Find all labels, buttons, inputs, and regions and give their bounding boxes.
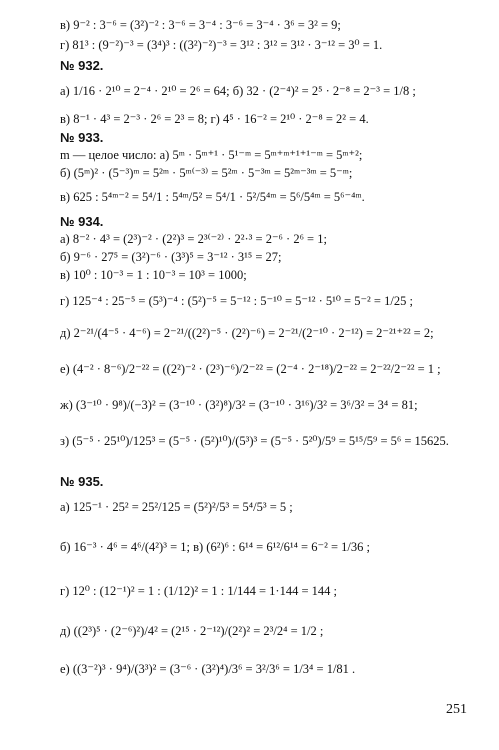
heading-932: № 932. xyxy=(60,58,104,73)
heading-933: № 933. xyxy=(60,130,104,145)
line-934-b: б) 9⁻⁶ · 27⁵ = (3²)⁻⁶ · (3³)⁵ = 3⁻¹² · 3¹⁵ = 27; xyxy=(60,250,282,264)
line-934-v: в) 10⁰ : 10⁻³ = 1 : 10⁻³ = 10³ = 1000; xyxy=(60,268,247,282)
heading-935: № 935. xyxy=(60,474,104,489)
line-935-d: д) ((2³)⁵ · (2⁻⁶)²)/4² = (2¹⁵ · 2⁻¹²)/(2²)² = 2³/2⁴ = 1/2 ; xyxy=(60,624,324,638)
line-g-931: г) 81³ : (9⁻²)⁻³ = (3⁴)³ : ((3²)⁻²)⁻³ = 3¹² : 3¹² = 3¹² · 3⁻¹² = 3⁰ = 1. xyxy=(60,38,383,52)
line-932-ab: а) 1/16 · 2¹⁰ = 2⁻⁴ · 2¹⁰ = 2⁶ = 64; б) 32 · (2⁻⁴)² = 2⁵ · 2⁻⁸ = 2⁻³ = 1/8 ; xyxy=(60,84,416,98)
line-934-d: д) 2⁻²¹/(4⁻⁵ · 4⁻⁶) = 2⁻²¹/((2²)⁻⁵ · (2²)⁻⁶) = 2⁻²¹/(2⁻¹⁰ · 2⁻¹²) = 2⁻²¹⁺²² = 2; xyxy=(60,326,434,340)
line-v-931: в) 9⁻² : 3⁻⁶ = (3²)⁻² : 3⁻⁶ = 3⁻⁴ : 3⁻⁶ = 3⁻⁴ · 3⁶ = 3² = 9; xyxy=(60,18,341,32)
line-934-e: е) (4⁻² · 8⁻⁶)/2⁻²² = ((2²)⁻² · (2³)⁻⁶)/2⁻²² = (2⁻⁴ · 2⁻¹⁸)/2⁻²² = 2⁻²²/2⁻²² = 1 ; xyxy=(60,362,441,376)
heading-934: № 934. xyxy=(60,214,104,229)
line-932-vg: в) 8⁻¹ · 4³ = 2⁻³ · 2⁶ = 2³ = 8; г) 4⁵ · 16⁻² = 2¹⁰ · 2⁻⁸ = 2² = 4. xyxy=(60,112,369,126)
line-933-b: б) (5ᵐ)² · (5⁻³)ᵐ = 5²ᵐ · 5ᵐ⁽⁻³⁾ = 5²ᵐ · 5⁻³ᵐ = 5²ᵐ⁻³ᵐ = 5⁻ᵐ; xyxy=(60,166,353,180)
line-934-g: г) 125⁻⁴ : 25⁻⁵ = (5³)⁻⁴ : (5²)⁻⁵ = 5⁻¹² : 5⁻¹⁰ = 5⁻¹² · 5¹⁰ = 5⁻² = 1/25 ; xyxy=(60,294,413,308)
page-number: 251 xyxy=(446,702,467,717)
line-935-e: е) ((3⁻²)³ · 9⁴)/(3³)² = (3⁻⁶ · (3²)⁴)/3⁶ = 3²/3⁶ = 1/3⁴ = 1/81 . xyxy=(60,662,356,676)
line-934-a: а) 8⁻² · 4³ = (2³)⁻² · (2²)³ = 2³⁽⁻²⁾ · 2²·³ = 2⁻⁶ · 2⁶ = 1; xyxy=(60,232,327,246)
line-933-v: в) 625 : 5⁴ᵐ⁻² = 5⁴/1 : 5⁴ᵐ/5² = 5⁴/1 · 5²/5⁴ᵐ = 5⁶/5⁴ᵐ = 5⁶⁻⁴ᵐ. xyxy=(60,190,365,204)
line-934-zh: ж) (3⁻¹⁰ · 9⁸)/(−3)² = (3⁻¹⁰ · (3²)⁸)/3² = (3⁻¹⁰ · 3¹⁶)/3² = 3⁶/3² = 3⁴ = 81; xyxy=(60,398,418,412)
line-935-a: а) 125⁻¹ · 25² = 25²/125 = (5²)²/5³ = 5⁴/5³ = 5 ; xyxy=(60,500,293,514)
line-933-a: m — целое число: а) 5ᵐ · 5ᵐ⁺¹ · 5¹⁻ᵐ = 5ᵐ⁺ᵐ⁺¹⁺¹⁻ᵐ = 5ᵐ⁺²; xyxy=(60,148,363,162)
line-935-g: г) 12⁰ : (12⁻¹)² = 1 : (1/12)² = 1 : 1/144 = 1·144 = 144 ; xyxy=(60,584,337,598)
line-934-z: з) (5⁻⁵ · 25¹⁰)/125³ = (5⁻⁵ · (5²)¹⁰)/(5³)³ = (5⁻⁵ · 5²⁰)/5⁹ = 5¹⁵/5⁹ = 5⁶ = 15625. xyxy=(60,434,449,448)
line-935-bv: б) 16⁻³ · 4⁶ = 4⁶/(4²)³ = 1; в) (6²)⁶ : 6¹⁴ = 6¹²/6¹⁴ = 6⁻² = 1/36 ; xyxy=(60,540,370,554)
